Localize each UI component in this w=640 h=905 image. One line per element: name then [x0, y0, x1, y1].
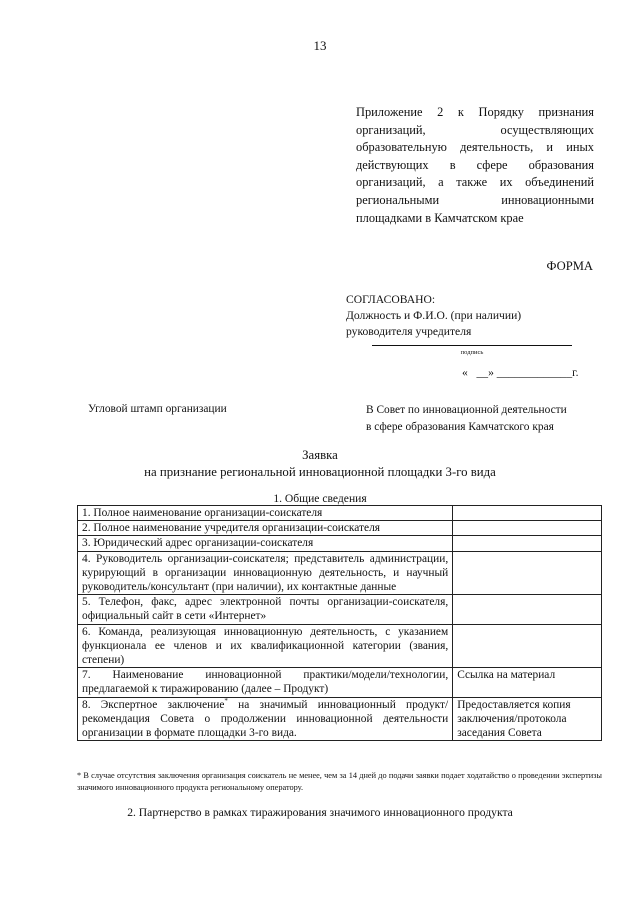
footnote: * В случае отсутствия заключения организация соискатель не менее, чем за 14 дней до подачи заявки подает ходатайство о проведении экспертизы значимого инновационного продукта региональному оператору.	[77, 771, 602, 792]
document-subtitle: на признание региональной инновационной площадки 3-го вида	[144, 465, 496, 479]
row-value-field[interactable]	[453, 521, 602, 536]
addressee-line-2: в сфере образования Камчатского края	[366, 420, 554, 433]
form-label: ФОРМА	[546, 259, 593, 273]
approval-block	[346, 292, 606, 340]
page-number: 13	[313, 38, 327, 53]
row-label: 6. Команда, реализующая инновационную деятельность, с указанием функционала ее членов и их квалификационной категории (звания, степени)	[78, 624, 453, 668]
section-1-title: 1. Общие сведения	[273, 492, 367, 505]
corner-stamp-label: Угловой штамп организации	[88, 403, 227, 415]
row-value-field[interactable]	[453, 551, 602, 595]
row-label: 7. Наименование инновационной практики/модели/технологии, предлагаемой к тиражированию (далее – Продукт)	[78, 668, 453, 697]
section-2-title: 2. Партнерство в рамках тиражирования значимого инновационного продукта	[127, 806, 513, 819]
approval-founder-line: руководителя учредителя	[346, 325, 472, 338]
table-row	[78, 697, 602, 741]
signature-line	[372, 345, 572, 346]
row-label: 1. Полное наименование организации-соискателя	[78, 506, 453, 521]
row-value-field[interactable]	[453, 595, 602, 624]
table-row	[78, 521, 602, 536]
row-value-field[interactable]	[453, 536, 602, 551]
row-label: 4. Руководитель организации-соискателя; представитель администрации, курирующий в организации инновационную деятельность, и научный руководитель/консультант (при наличии), их контактные данные	[78, 551, 453, 595]
approval-heading: СОГЛАСОВАНО:	[346, 293, 436, 306]
approval-position-line: Должность и Ф.И.О. (при наличии)	[346, 309, 522, 322]
row-value-field[interactable]	[453, 624, 602, 668]
addressee-line-1: В Совет по инновационной деятельности	[366, 404, 567, 416]
general-info-table	[77, 505, 602, 741]
table-row	[78, 536, 602, 551]
footnote-marker: *	[224, 696, 228, 705]
table-row	[78, 551, 602, 595]
document-title: Заявка	[302, 448, 338, 462]
appendix-reference: Приложение 2 к Порядку признания организаций, осуществляющих образовательную деятельность, и иных действующих в сфере образования организаций, а также их объединений региональными инновационными площадками в Камчатском крае	[356, 105, 594, 225]
date-line: « __» _____________г.	[462, 366, 579, 379]
table-row	[78, 595, 602, 624]
row-value: Предоставляется копия заключения/протокола заседания Совета	[453, 697, 602, 741]
row-value: Ссылка на материал	[453, 668, 602, 697]
row-label: 3. Юридический адрес организации-соискателя	[78, 536, 453, 551]
row-label: 2. Полное наименование учредителя организации-соискателя	[78, 521, 453, 536]
row-value-field[interactable]	[453, 506, 602, 521]
table-row	[78, 668, 602, 697]
row-label-start: 8. Экспертное заключение	[82, 698, 225, 711]
row-label-end: на значимый инновационный продукт/рекомендация Совета о продолжении инновационной деятельности организации в формате площадки 3-го вида.	[82, 698, 449, 740]
table-row	[78, 506, 602, 521]
addressee-block	[366, 402, 606, 435]
signature-caption: подпись	[460, 349, 484, 356]
row-label	[78, 697, 453, 741]
table-row	[78, 624, 602, 668]
row-label: 5. Телефон, факс, адрес электронной почты организации-соискателя, официальный сайт в сети «Интернет»	[78, 595, 453, 624]
